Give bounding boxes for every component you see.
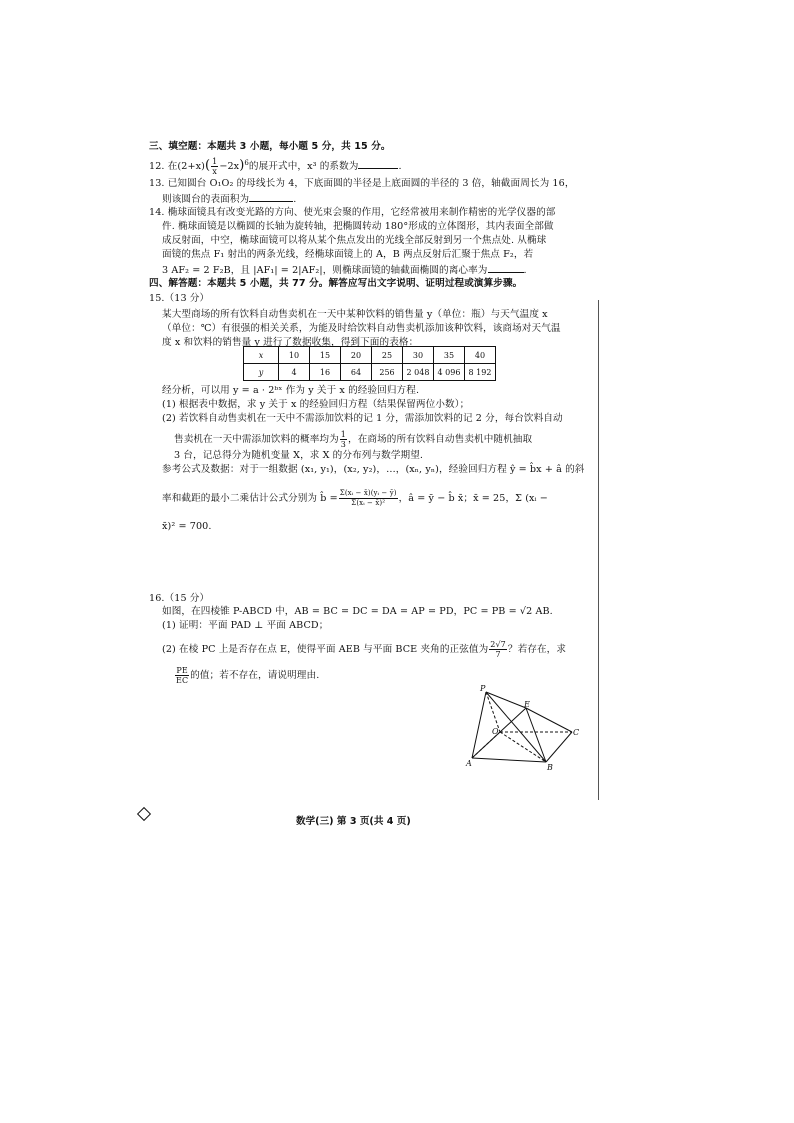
table-cell-y: 4 096 (434, 364, 465, 381)
q14-line1: 14. 椭球面镜具有改变光路的方向、使光束会聚的作用，它经常被用来制作精密的光学仪器的部 (149, 207, 556, 218)
q16-part2-pre: (2) 在棱 PC 上是否存在点 E，使得平面 AEB 与平面 BCE 夹角的正弦值为 (162, 644, 489, 655)
table-row-label-x: x (244, 347, 279, 364)
table-cell-x: 10 (279, 347, 310, 364)
q12-prefix: 12. 在(2+x) (149, 161, 205, 173)
figure-label-B: B (547, 763, 553, 772)
q12-mid: −2x (219, 161, 240, 173)
q13-line1: 13. 已知圆台 O₁O₂ 的母线长为 4，下底面圆的半径是上底面圆的半径的 3 倍，轴截面周长为 16， (149, 178, 575, 189)
q14-answer-blank[interactable] (488, 262, 524, 273)
q15-data-table (243, 346, 496, 381)
q14-line3: 成反射面，中空，椭球面镜可以将从某个焦点发出的光线全部反射到另一个焦点处. 从椭球 (162, 235, 547, 246)
q15-header: 15.（13 分） (149, 293, 210, 304)
table-cell-y: 64 (341, 364, 372, 381)
pyramid-figure (464, 682, 588, 772)
q16-part2 (162, 640, 566, 659)
figure-label-P: P (480, 684, 486, 693)
q15-p2: （单位：℃）有很强的相关关系，为能及时给饮料自动售卖机添加该种饮料，该商场对天气温 (162, 323, 561, 334)
q15-ref2-pre: 率和截距的最小二乘估计公式分别为 b̂ = (162, 493, 338, 504)
q15-ref1: 参考公式及数据：对于一组数据 (x₁, y₁)，(x₂, y₂)，…，(xₙ, yₙ)，经验回归方程 ŷ = b̂x + â 的斜 (162, 464, 585, 475)
q13-line2: 则该圆台的表面积为 . (162, 191, 296, 206)
q15-part2-b-pre: 售卖机在一天中需添加饮料的概率均为 (174, 434, 339, 445)
q15-part2-c: 3 台，记总得分为随机变量 X，求 X 的分布列与数学期望. (174, 450, 424, 461)
table-cell-x: 15 (310, 347, 341, 364)
section3-heading: 三、填空题：本题共 3 小题，每小题 5 分，共 15 分。 (149, 141, 391, 152)
table-cell-x: 30 (403, 347, 434, 364)
q15-frac-num: 1 (340, 430, 346, 439)
q15-part2-b (174, 430, 532, 449)
page-footer: 数学(三) 第 3 页(共 4 页) (296, 816, 411, 827)
q15-analysis: 经分析，可以用 y = a · 2ᵇˣ 作为 y 关于 x 的经验回归方程. (162, 385, 420, 396)
q15-p1: 某大型商场的所有饮料自动售卖机在一天中某种饮料的销售量 y（单位：瓶）与天气温度 x (162, 309, 548, 320)
figure-label-A: A (466, 759, 472, 768)
table-row-x (244, 347, 496, 364)
table-cell-y: 16 (310, 364, 341, 381)
q16-p1: 如图，在四棱锥 P-ABCD 中，AB = BC = DC = DA = AP = PD，PC = PB = √2 AB. (162, 606, 553, 617)
table-row-y (244, 364, 496, 381)
q15-ref2-post: ，â = ȳ − b̂ x̄；x̄ = 25，Σ (xᵢ − (398, 493, 548, 504)
q14-line5: 3 AF₂ = 2 F₂B，且 |AF₁| = 2|AF₂|，则椭球面镜的轴截面椭圆的离心率为 . (162, 262, 527, 277)
figure-label-O: O (492, 727, 499, 736)
q15-ref2 (162, 489, 548, 508)
q15-slope-den: Σ(xᵢ − x̄)² (351, 499, 386, 507)
q14-line4: 面镜的焦点 F₁ 射出的两条光线，经椭球面镜上的 A，B 两点反射后汇聚于焦点 F₂，若 (162, 249, 534, 260)
q15-slope-num: Σ(xᵢ − x̄)(yᵢ − ȳ) (339, 489, 397, 497)
q15-part1: (1) 根据表中数据，求 y 关于 x 的经验回归方程（结果保留两位小数）； (162, 399, 470, 410)
q16-ratio-fraction (175, 666, 189, 685)
q12-exponent: 6 (244, 159, 249, 167)
section4-heading: 四、解答题：本题共 5 小题，共 77 分。解答应写出文字说明、证明过程或演算步骤。 (149, 278, 523, 289)
q16-part2-end (174, 666, 319, 685)
q15-slope-formula (339, 489, 398, 508)
q15-part2-a: (2) 若饮料自动售卖机在一天中不需添加饮料的记 1 分，需添加饮料的记 2 分，每台饮料自动 (162, 413, 563, 424)
q15-probability-fraction (340, 430, 347, 449)
table-row-label-y: y (244, 364, 279, 381)
q15-part2-b-post: ，在商场的所有饮料自动售卖机中随机抽取 (348, 434, 533, 445)
table-cell-y: 8 192 (465, 364, 496, 381)
q16-ratio-den: EC (176, 676, 189, 685)
q12-frac-num: 1 (212, 157, 218, 167)
q16-sine-fraction (489, 640, 507, 659)
table-cell-x: 20 (341, 347, 372, 364)
q12-frac-den: x (212, 167, 218, 177)
table-cell-x: 35 (434, 347, 465, 364)
q14-line5-text: 3 AF₂ = 2 F₂B，且 |AF₁| = 2|AF₂|，则椭球面镜的轴截面椭圆的离心率为 (162, 265, 488, 276)
table-cell-x: 40 (465, 347, 496, 364)
table-cell-y: 256 (372, 364, 403, 381)
q13-answer-blank[interactable] (249, 191, 293, 202)
q15-p3: 度 x 和饮料的销售量 y 进行了数据收集，得到下面的表格： (162, 337, 419, 348)
q12-fraction (211, 157, 218, 176)
q16-part2-post: ？若存在，求 (507, 644, 567, 655)
q16-frac-num: 2√7 (490, 640, 506, 649)
table-cell-y: 4 (279, 364, 310, 381)
diamond-icon (137, 807, 151, 821)
q14-line2: 件. 椭球面镜是以椭圆的长轴为旋转轴，把椭圆转动 180°形成的立体图形，其内表面全部做 (162, 221, 554, 232)
table-cell-y: 2 048 (403, 364, 434, 381)
q15-ref3: x̄)² = 700. (162, 521, 212, 532)
q16-ratio-num: PE (176, 666, 188, 675)
figure-label-E: E (524, 700, 530, 709)
q16-frac-den: 7 (495, 650, 501, 659)
q15-frac-den: 3 (340, 440, 346, 449)
q12-suffix: 的展开式中，x³ 的系数为 (248, 161, 359, 173)
q13-line2-text: 则该圆台的表面积为 (162, 194, 250, 205)
question-12: 12. 在(2+x)( $\frac{1}{x}$ −2x)$^6$的展开式中，x³ 的系数为 . (149, 157, 402, 177)
q16-part1: (1) 证明：平面 PAD ⊥ 平面 ABCD； (162, 620, 329, 631)
q12-answer-blank[interactable] (358, 158, 398, 169)
table-cell-x: 25 (372, 347, 403, 364)
margin-line (598, 300, 599, 800)
q16-part2-end-text: 的值；若不存在，请说明理由. (190, 670, 320, 681)
figure-label-C: C (573, 728, 580, 737)
q16-header: 16.（15 分） (149, 593, 210, 604)
